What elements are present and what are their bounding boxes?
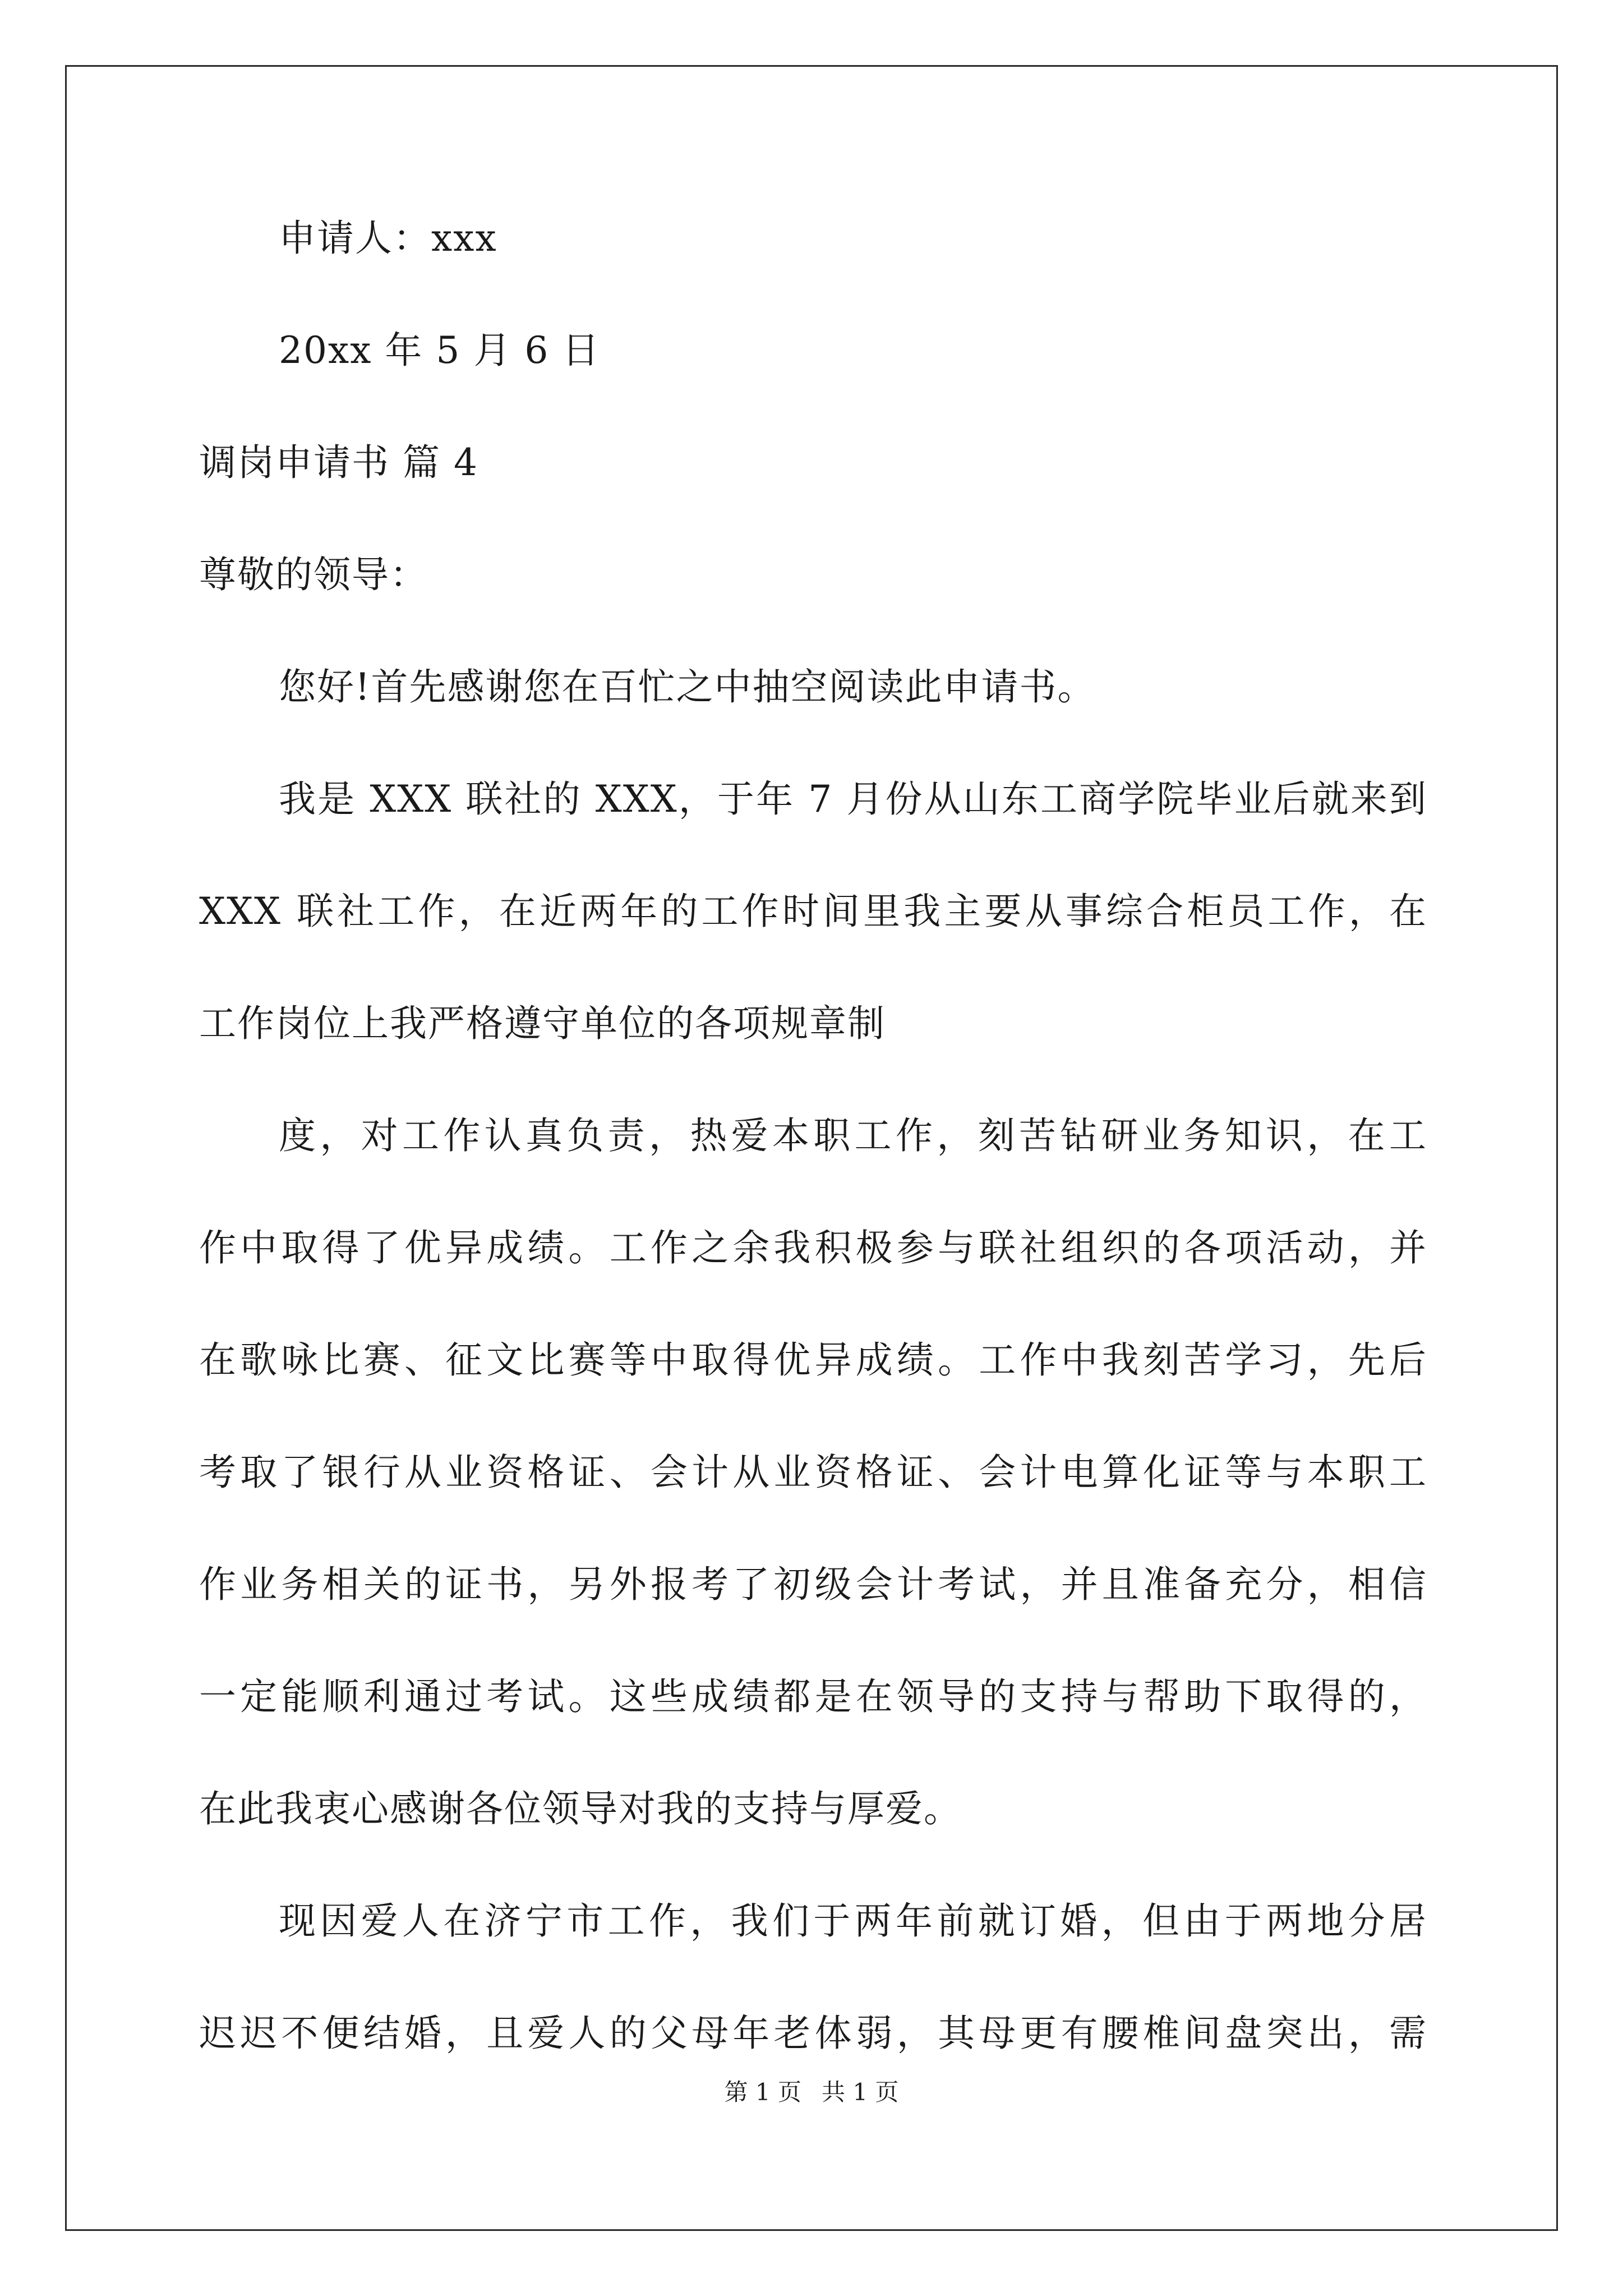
paragraph-line: 工作岗位上我严格遵守单位的各项规章制 xyxy=(199,1002,886,1045)
paragraph-line: 迟迟不便结婚，且爱人的父母年老体弱，其母更有腰椎间盘突出，需 xyxy=(199,2012,1427,2055)
paragraph-line: 现因爱人在济宁市工作，我们于两年前就订婚，但由于两地分居 xyxy=(279,1899,1427,1943)
paragraph-line: 考取了银行从业资格证、会计从业资格证、会计电算化证等与本职工 xyxy=(199,1451,1427,1494)
salutation: 尊敬的领导： xyxy=(199,553,428,596)
greeting-paragraph: 您好!首先感谢您在百忙之中抽空阅读此申请书。 xyxy=(279,665,1096,708)
page-total: 共 1 页 xyxy=(822,2078,899,2106)
applicant-line: 申请人：xxx xyxy=(279,217,497,260)
date-line: 20xx 年 5 月 6 日 xyxy=(279,329,601,372)
paragraph-line: 作业务相关的证书，另外报考了初级会计考试，并且准备充分，相信 xyxy=(199,1563,1427,1606)
section-heading: 调岗申请书 篇 4 xyxy=(199,441,478,484)
page-footer xyxy=(0,2076,1623,2109)
paragraph-line: XXX 联社工作，在近两年的工作时间里我主要从事综合柜员工作，在 xyxy=(199,890,1427,933)
paragraph-line: 在歌咏比赛、征文比赛等中取得优异成绩。工作中我刻苦学习，先后 xyxy=(199,1338,1427,1382)
paragraph-line: 度，对工作认真负责，热爱本职工作，刻苦钻研业务知识，在工 xyxy=(279,1114,1427,1157)
page-number: 第 1 页 xyxy=(724,2078,801,2106)
paragraph-line: 在此我衷心感谢各位领导对我的支持与厚爱。 xyxy=(199,1787,962,1830)
paragraph-line: 我是 XXX 联社的 XXX，于年 7 月份从山东工商学院毕业后就来到 xyxy=(279,777,1427,821)
paragraph-line: 一定能顺利通过考试。这些成绩都是在领导的支持与帮助下取得的， xyxy=(199,1675,1427,1718)
paragraph-line: 作中取得了优异成绩。工作之余我积极参与联社组织的各项活动，并 xyxy=(199,1226,1427,1269)
